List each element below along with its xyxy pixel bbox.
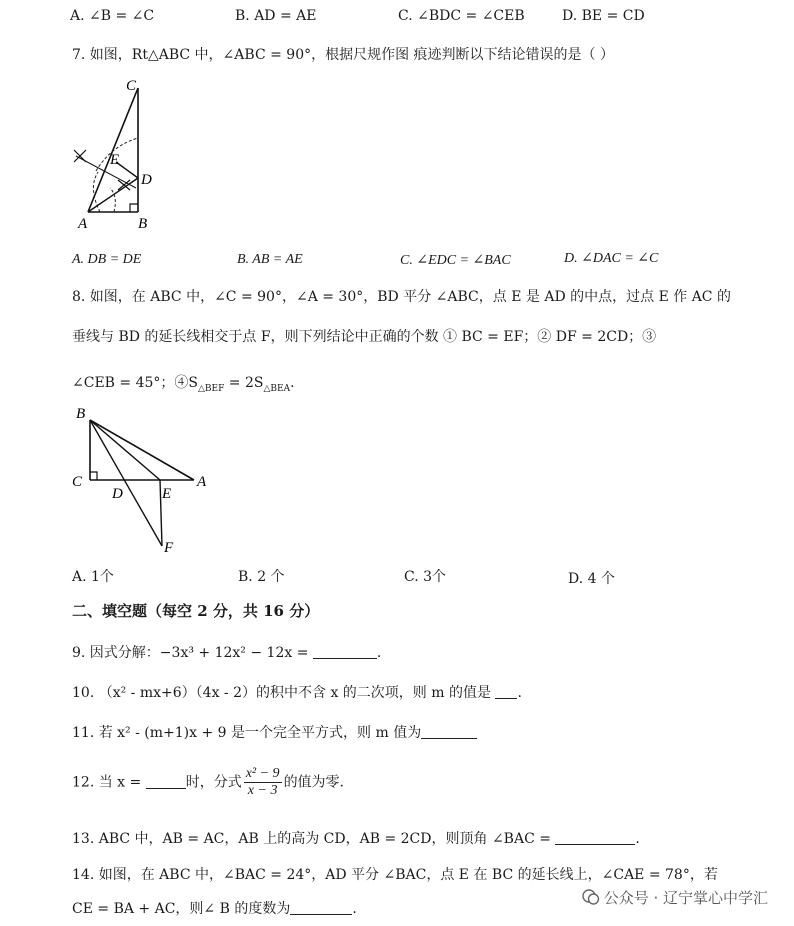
q11-line [72, 722, 477, 742]
q14-suffix: . [352, 901, 357, 917]
q11-text: 11. 若 x² - (m+1)x + 9 是一个完全平方式，则 m 值为 [72, 725, 422, 741]
q8-label-e: E [162, 486, 172, 502]
q8-right-angle-mark [90, 472, 97, 480]
q7-side-ac [88, 88, 138, 212]
q7-label-b: B [138, 216, 148, 232]
q8-option-a: A. 1个 [72, 569, 114, 585]
q8-stem-line3-sub2: △BEA [263, 383, 291, 394]
watermark-text: 公众号 · 辽宁掌心中学汇 [603, 889, 768, 907]
q8-stem-line3-end: . [290, 375, 295, 391]
q7-figure [66, 76, 206, 236]
q10-text: 10. （x² - mx+6）（4x - 2）的积中不含 x 的二次项，则 m 的值是 [72, 685, 496, 701]
q8-option-c: C. 3个 [404, 569, 447, 585]
q9-answer-blank[interactable] [313, 644, 377, 659]
q8-option-d: D. 4 个 [568, 571, 615, 587]
watermark [578, 885, 772, 910]
q14-answer-blank[interactable] [290, 900, 352, 915]
q9-suffix: . [376, 645, 382, 661]
q6-option-d: D. BE = CD [562, 8, 645, 24]
q7-label-e: E [110, 152, 120, 168]
q7-stem: 7. 如图，Rt△ABC 中，∠ABC = 90°，根据尺规作图 痕迹判断以下结论错误的是（ ） [72, 47, 615, 63]
q13-answer-blank[interactable] [555, 830, 635, 845]
q6-option-b: B. AD = AE [235, 8, 317, 24]
q12-mid: 时，分式 [185, 774, 242, 791]
q12-denominator: x − 3 [247, 783, 278, 798]
q7-segment-de [116, 162, 138, 178]
q8-option-b: B. 2 个 [238, 569, 285, 585]
q7-label-a: A [78, 216, 88, 232]
q12-suffix: 的值为零. [283, 774, 345, 791]
q14-line2-text: CE = BA + AC，则∠ B 的度数为 [72, 901, 291, 917]
q10-suffix: . [517, 685, 522, 701]
q7-cross-mark-1 [74, 150, 86, 162]
q8-label-c: C [72, 474, 83, 490]
q10-answer-blank[interactable] [495, 684, 517, 699]
q13-text: 13. ABC 中，AB = AC，AB 上的高为 CD，AB = 2CD，则顶角 ∠BAC = [72, 831, 556, 847]
q7-option-b: B. AB = AE [237, 252, 303, 267]
q11-answer-blank[interactable] [421, 724, 477, 739]
q13-line [72, 828, 640, 848]
q8-side-ba [90, 420, 194, 480]
q8-label-b: B [76, 406, 86, 422]
q14-line2 [72, 898, 357, 918]
q13-suffix: . [635, 831, 640, 847]
q9-text: 9. 因式分解：−3x³ + 12x² − 12x = [72, 645, 313, 661]
q8-stem-line3-a: ∠CEB = 45°；④S [72, 375, 198, 391]
section-2-title: 二、填空题（每空 2 分，共 16 分） [72, 602, 320, 620]
q6-option-c: C. ∠BDC = ∠CEB [398, 8, 525, 24]
q8-stem-line3 [72, 372, 295, 394]
q7-option-c: C. ∠EDC = ∠BAC [400, 253, 511, 268]
q6-option-a: A. ∠B = ∠C [70, 8, 155, 24]
q8-stem-line3-mid: = 2S [224, 375, 264, 391]
q8-stem-line1: 8. 如图，在 ABC 中，∠C = 90°，∠A = 30°，BD 平分 ∠ABC，点 E 是 AD 的中点，过点 E 作 AC 的 [72, 289, 731, 305]
q8-segment-be [90, 420, 160, 480]
q12-line [72, 766, 344, 799]
q7-option-a: A. DB = DE [72, 252, 142, 267]
q12-numerator: x² − 9 [245, 766, 280, 781]
q8-stem-line3-sub1: △BEF [198, 383, 225, 394]
q8-label-d: D [112, 486, 123, 502]
wechat-icon [582, 888, 600, 906]
q9-line [72, 642, 381, 662]
q14-line1: 14. 如图，在 ABC 中，∠BAC = 24°，AD 平分 ∠BAC，点 E 在 BC 的延长线上，∠CAE = 78°，若 [72, 867, 718, 883]
q12-prefix: 12. 当 x = [72, 774, 146, 791]
q8-figure [66, 400, 226, 560]
q7-arc-small [110, 188, 115, 212]
q8-label-f: F [164, 540, 174, 556]
q7-right-angle-mark [130, 204, 138, 212]
q8-stem-line2: 垂线与 BD 的延长线相交于点 F，则下列结论中正确的个数 ① BC = EF；② DF = 2CD；③ [72, 329, 657, 345]
q12-fraction [244, 766, 282, 799]
q8-segment-bf [90, 420, 162, 546]
q7-label-c: C [126, 78, 137, 94]
q10-line [72, 682, 522, 702]
q7-label-d: D [141, 172, 152, 188]
q7-option-d: D. ∠DAC = ∠C [564, 251, 659, 266]
q8-label-a: A [197, 474, 207, 490]
q12-answer-blank[interactable] [146, 774, 186, 789]
